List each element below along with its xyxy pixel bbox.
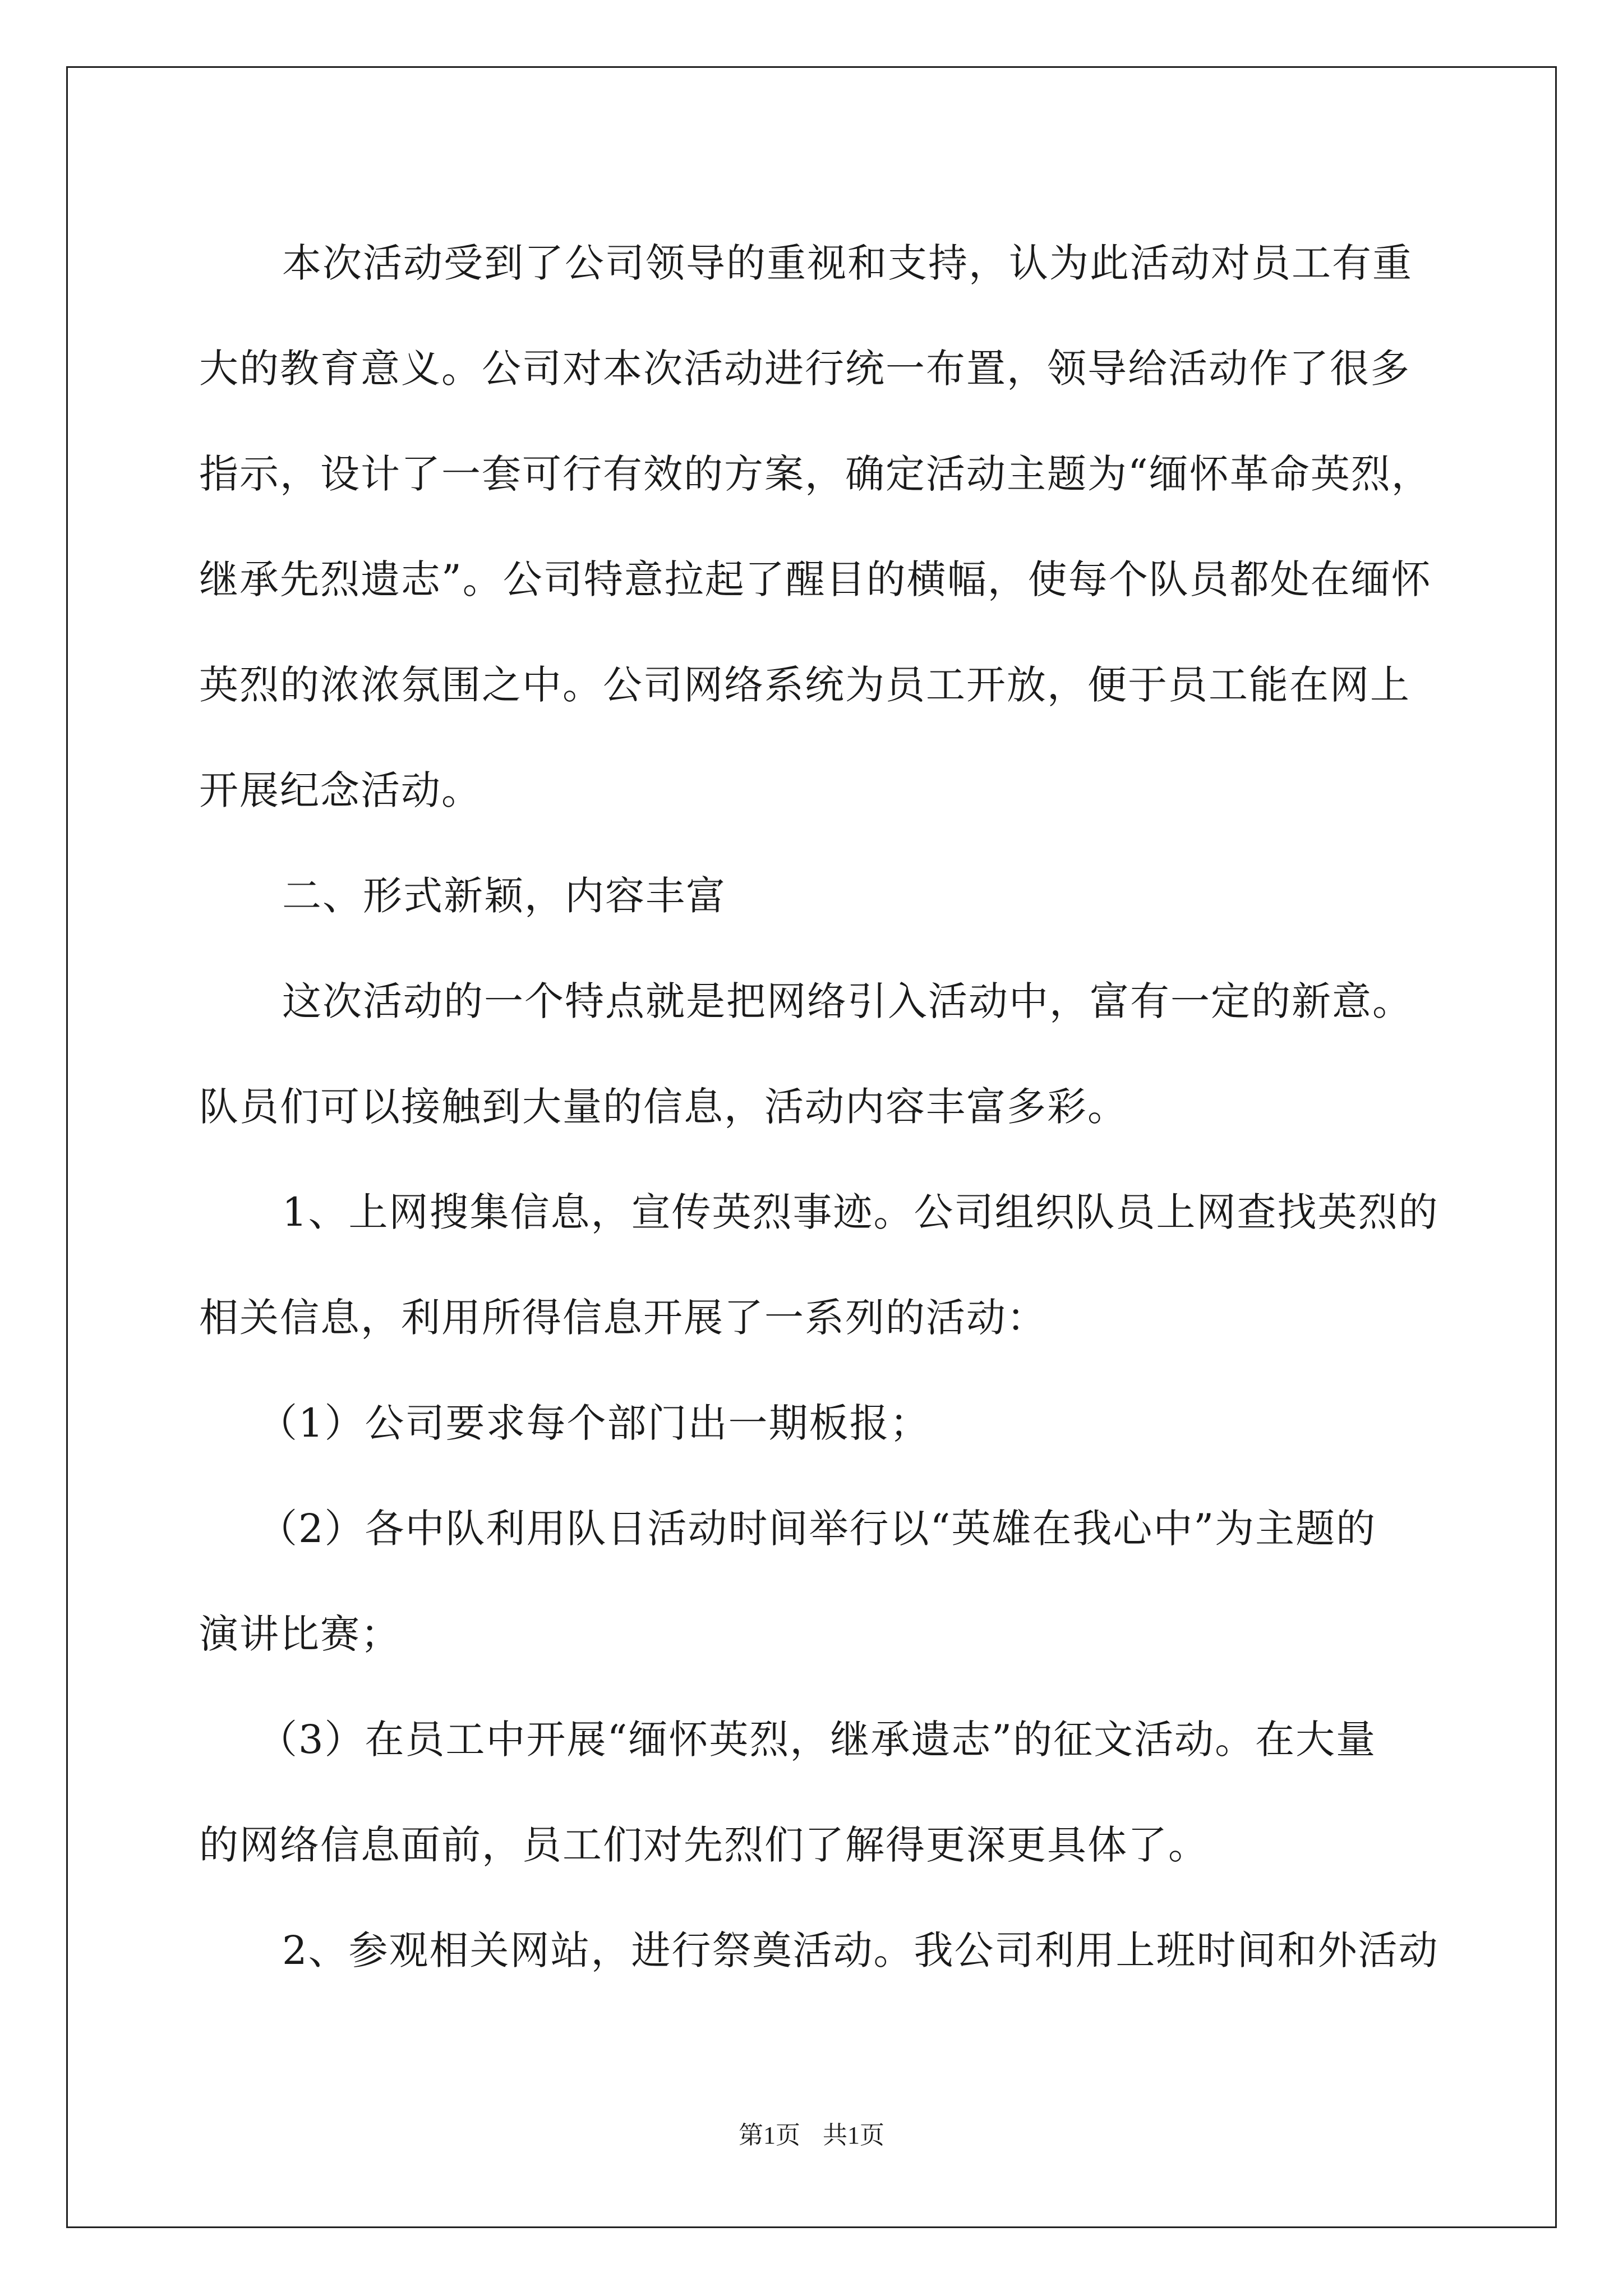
paragraph-line: 继承先烈遗志”。公司特意拉起了醒目的横幅，使每个队员都处在缅怀: [199, 556, 1432, 602]
page-total: 共1页: [823, 2122, 884, 2149]
sub-list-item-line: （1）公司要求每个部门出一期板报；: [258, 1400, 930, 1446]
page-footer: [0, 2115, 1623, 2151]
paragraph-line: 相关信息，利用所得信息开展了一系列的活动：: [199, 1295, 1047, 1341]
paragraph-line: 这次活动的一个特点就是把网络引入活动中，富有一定的新意。: [282, 978, 1413, 1024]
paragraph-line: 英烈的浓浓氛围之中。公司网络系统为员工开放，便于员工能在网上: [199, 662, 1410, 708]
list-item-line: 1、上网搜集信息，宣传英烈事迹。公司组织队员上网查找英烈的: [282, 1189, 1439, 1235]
section-heading: 二、形式新颖，内容丰富: [282, 873, 726, 919]
paragraph-line: 指示，设计了一套可行有效的方案，确定活动主题为“缅怀革命英烈，: [199, 451, 1432, 497]
paragraph-line: 本次活动受到了公司领导的重视和支持，认为此活动对员工有重: [282, 240, 1413, 286]
paragraph-line: 演讲比赛；: [199, 1611, 401, 1657]
sub-list-item-line: （2）各中队利用队日活动时间举行以“英雄在我心中”为主题的: [258, 1506, 1377, 1552]
paragraph-line: 开展纪念活动。: [199, 767, 482, 813]
sub-list-item-line: （3）在员工中开展“缅怀英烈，继承遗志”的征文活动。在大量: [258, 1717, 1377, 1763]
paragraph-line: 队员们可以接触到大量的信息，活动内容丰富多彩。: [199, 1084, 1128, 1130]
page-number: 第1页: [739, 2122, 800, 2149]
paragraph-line: 的网络信息面前，员工们对先烈们了解得更深更具体了。: [199, 1822, 1209, 1868]
document-body: [199, 210, 1439, 2003]
list-item-line: 2、参观相关网站，进行祭奠活动。我公司利用上班时间和外活动: [282, 1927, 1439, 1973]
paragraph-line: 大的教育意义。公司对本次活动进行统一布置，领导给活动作了很多: [199, 346, 1410, 392]
